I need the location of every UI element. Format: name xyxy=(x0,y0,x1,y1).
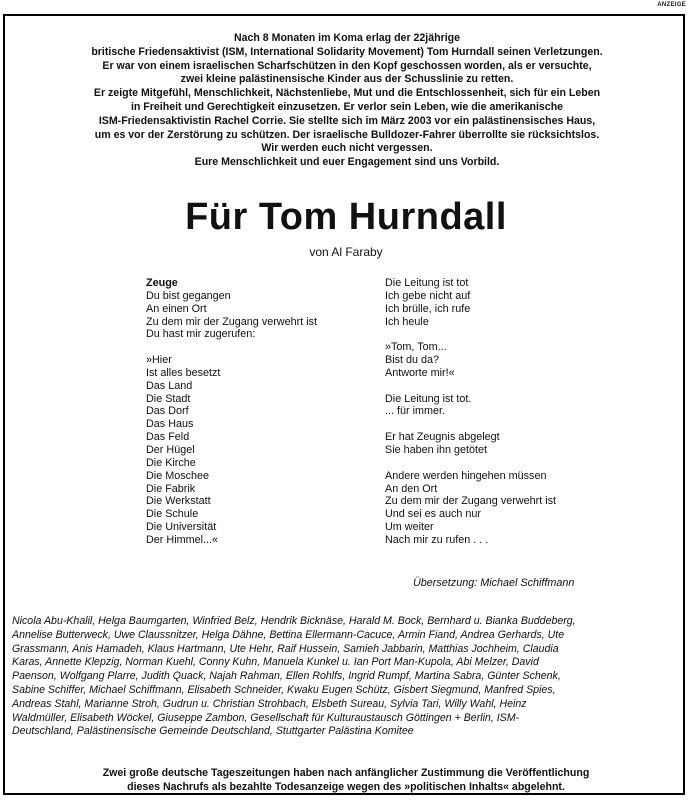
signers-line: Sabine Schiffer, Michael Schiffmann, Elisabeth Schneider, Kwaku Eugen Schütz, Gisbert Siegmund, Manfred Spies, xyxy=(12,683,556,696)
poem-line xyxy=(146,341,317,354)
poem-line: Die Leitung ist tot. xyxy=(385,392,472,405)
poem-line xyxy=(385,380,556,393)
signers-line: Karas, Annette Klepzig, Norman Kuehl, Conny Kuhn, Manuela Kunkel u. Ian Port Man-Kupola, Abi Melzer, David xyxy=(12,656,539,669)
poem-line: Das Land xyxy=(146,379,193,392)
poem-line: Um weiter xyxy=(385,521,434,534)
signers-line: Andreas Stahl, Marianne Stroh, Gudrun u. Christian Strohbach, Elsbeth Sureau, Sylvia Tari, Willy Wahl, Heinz xyxy=(12,697,527,710)
poem-line: Die Leitung ist tot xyxy=(385,277,469,289)
intro-line: ISM-Friedensaktivistin Rachel Corrie. Sie stellte sich im März 2003 vor ein palästinensisches Haus, xyxy=(98,114,596,127)
poem-line: Der Himmel...« xyxy=(146,533,218,546)
poem-line xyxy=(385,328,556,341)
intro-line: Nach 8 Monaten im Koma erlag der 22jährige xyxy=(233,32,461,44)
poem-column-left xyxy=(146,277,317,547)
poem-line: Die Universität xyxy=(146,521,217,534)
poem-line: Die Schule xyxy=(146,508,199,521)
ad-label: ANZEIGE xyxy=(657,2,686,8)
poem-line: Die Fabrik xyxy=(146,482,196,495)
signers-line: Nicola Abu-Khalil, Helga Baumgarten, Winfried Belz, Hendrik Bicknäse, Harald M. Bock, Bernhard u. Bianka Buddeberg, xyxy=(12,615,576,627)
poem-line: »Hier xyxy=(146,354,172,367)
intro-line: britische Friedensaktivist (ISM, International Solidarity Movement) Tom Hurndall seinen Verletzungen. xyxy=(91,45,603,58)
intro-line: Er zeigte Mitgefühl, Menschlichkeit, Nächstenliebe, Mut und die Entschlossenheit, sich für ein Leben xyxy=(93,87,601,100)
poem-line: Antworte mir!« xyxy=(385,366,455,379)
poem-line xyxy=(385,457,556,470)
poem-line: An den Ort xyxy=(385,482,438,495)
signers-line: Annelise Butterweck, Uwe Claussnitzer, Helga Dähne, Bettina Ellermann-Cacuce, Armin Fiand, Andrea Gerhards, Ute xyxy=(12,628,565,641)
author-line: von Al Faraby xyxy=(309,245,383,259)
poem-line: Du hast mir zugerufen: xyxy=(146,328,256,341)
poem-line: Ist alles besetzt xyxy=(146,366,221,379)
poem-column-right xyxy=(385,277,556,547)
intro-line: Eure Menschlichkeit und euer Engagement sind uns Vorbild. xyxy=(194,156,500,169)
poem-line: Ich gebe nicht auf xyxy=(385,289,471,302)
poem-line: Die Stadt xyxy=(146,392,191,405)
poem-line: Sie haben ihn getötet xyxy=(385,443,488,456)
poem-line: Die Kirche xyxy=(146,456,196,469)
poem-line: Du bist gegangen xyxy=(146,289,231,302)
notice-line: Zwei große deutsche Tageszeitungen haben nach anfänglicher Zustimmung die Veröffentlichung xyxy=(102,767,590,779)
translation-credit: Übersetzung: Michael Schiffmann xyxy=(413,577,575,589)
poem-line: Ich heule xyxy=(385,315,429,328)
poem-line: Die Werkstatt xyxy=(146,495,211,508)
intro-line: Er war von einem israelischen Scharfschützen in den Kopf geschossen worden, als er versuchte, xyxy=(102,59,592,72)
intro-line: um es vor der Zerstörung zu schützen. Der israelische Bulldozer-Fahrer überrollte sie rücksichtslos. xyxy=(94,128,600,141)
poem-line: Andere werden hingehen müssen xyxy=(385,469,547,482)
poem-line: »Tom, Tom... xyxy=(385,341,447,354)
advertisement-frame xyxy=(3,14,685,795)
intro-line: Wir werden euch nicht vergessen. xyxy=(261,142,433,155)
poem-line: Nach mir zu rufen . . . xyxy=(385,533,489,546)
signers-line: Grassmann, Anis Hamadeh, Klaus Hartmann, Ute Hehr, Raif Hussein, Samieh Jabbarin, Matthias Jochheim, Claudia xyxy=(12,642,559,655)
poem-line: Bist du da? xyxy=(385,354,440,367)
poem-line: Das Feld xyxy=(146,431,190,444)
poem-line: Er hat Zeugnis abgelegt xyxy=(385,431,500,444)
poem-line: Zu dem mir der Zugang verwehrt ist xyxy=(146,315,318,328)
intro-line: zwei kleine palästinensische Kinder aus der Schusslinie zu retten. xyxy=(180,73,514,86)
signers-line: Deutschland, Palästinensische Gemeinde Deutschland, Stuttgarter Palästina Komitee xyxy=(12,725,414,738)
intro-line: in Freiheit und Gerechtigkeit einzusetzen. Er verlor sein Leben, wie die amerikanische xyxy=(130,100,564,113)
poem-line: Die Moschee xyxy=(146,469,210,482)
poem-line: An einen Ort xyxy=(146,302,207,315)
poem-line: Und sei es auch nur xyxy=(385,508,482,521)
poem-line: Der Hügel xyxy=(146,443,195,456)
signers-list xyxy=(12,615,684,739)
signers-line: Waldmüller, Elisabeth Wöckel, Giuseppe Zambon, Gesellschaft für Kulturaustausch Göttingen + Berlin, ISM- xyxy=(12,711,520,724)
poem-line xyxy=(385,418,556,431)
page-title: Für Tom Hurndall xyxy=(185,196,507,238)
intro-text xyxy=(17,32,677,170)
poem-heading: Zeuge xyxy=(146,277,178,289)
poem-line: Das Haus xyxy=(146,418,194,431)
rejection-notice xyxy=(5,766,687,794)
poem-line: Zu dem mir der Zugang verwehrt ist xyxy=(385,495,557,508)
poem-line: Das Dorf xyxy=(146,405,189,418)
signers-line: Paenson, Wolfgang Plarre, Judith Quack, Najah Rahman, Ellen Rohlfs, Ingrid Rumpf, Martina Sabra, Günter Schenk, xyxy=(12,670,561,683)
notice-line: dieses Nachrufs als bezahlte Todesanzeige wegen des »politischen Inhalts« abgelehnt. xyxy=(127,781,565,793)
poem-line: Ich brülle, ich rufe xyxy=(385,302,471,315)
poem-line: ... für immer. xyxy=(385,405,445,418)
